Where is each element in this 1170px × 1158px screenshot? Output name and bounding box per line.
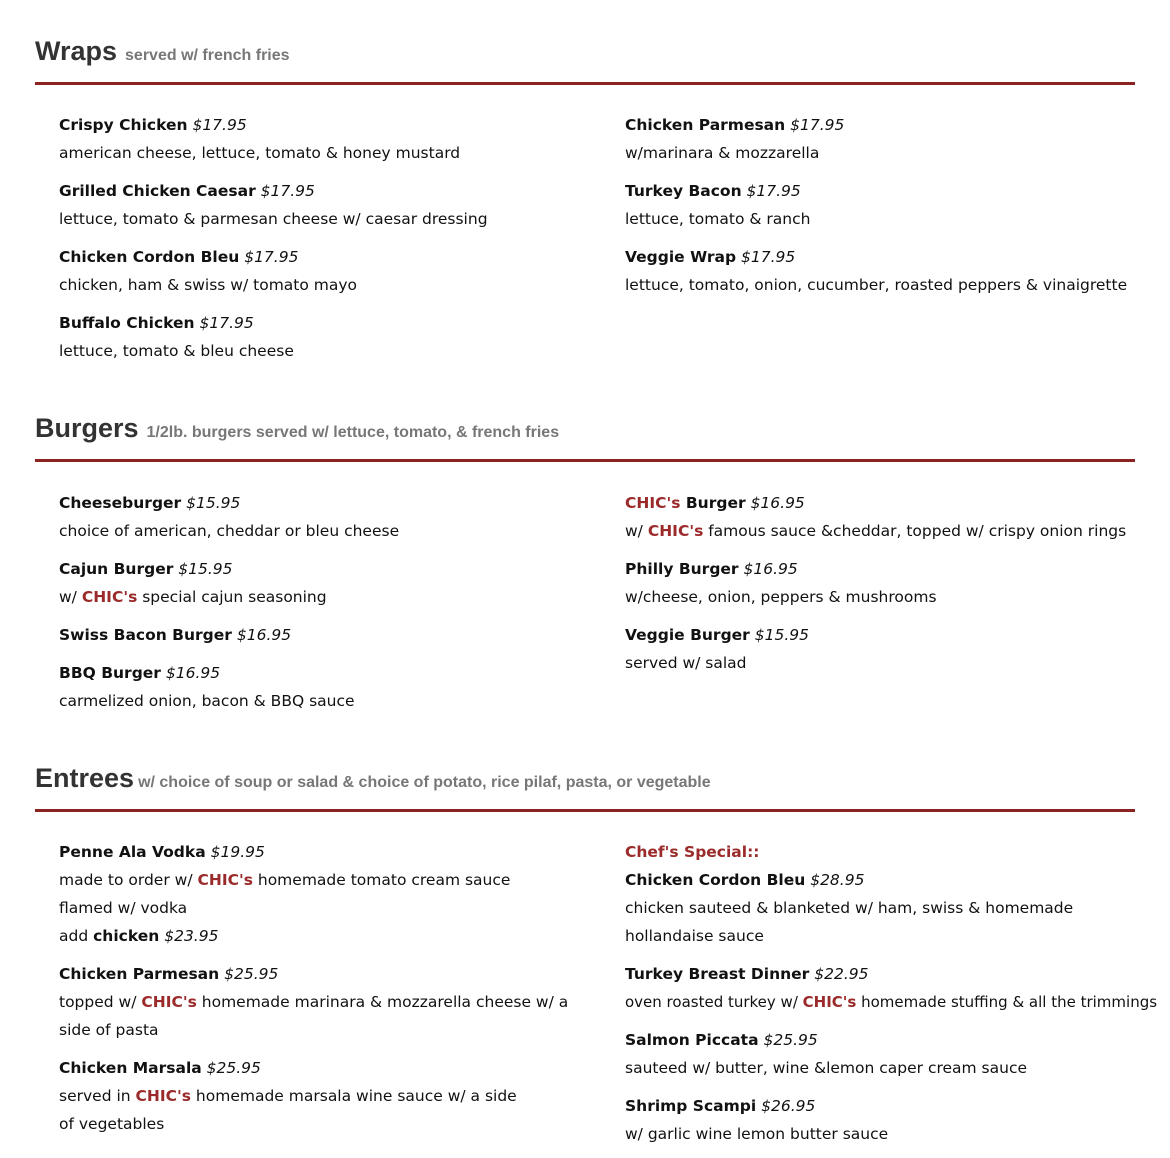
menu-item	[59, 177, 625, 233]
item-price: $16.95	[743, 560, 798, 578]
entrees-header	[35, 763, 1135, 794]
description-text: homemade tomato cream sauce flamed w/ vodka	[59, 871, 511, 917]
description-text: oven roasted turkey w/	[625, 993, 803, 1011]
item-name: Swiss Bacon Burger	[59, 626, 232, 644]
brand-name: CHIC's	[625, 494, 681, 512]
item-price: $16.95	[165, 664, 221, 682]
item-name: Salmon Piccata	[625, 1031, 759, 1049]
entrees-left-column	[59, 838, 625, 1158]
menu-item	[59, 1054, 625, 1138]
menu-item	[59, 243, 625, 299]
item-price: $16.95	[236, 626, 292, 644]
item-name: Grilled Chicken Caesar	[59, 182, 256, 200]
item-description: sauteed w/ butter, wine &lemon caper cream sauce	[625, 1059, 1028, 1077]
burgers-header	[35, 413, 1135, 444]
item-price: $16.95	[750, 494, 805, 512]
menu-item	[59, 489, 625, 545]
description-text: special cajun seasoning	[137, 588, 327, 606]
entrees-divider	[35, 809, 1135, 812]
item-description: chicken sauteed & blanketed w/ ham, swiss & homemade hollandaise sauce	[625, 899, 1074, 945]
item-name: Shrimp Scampi	[625, 1097, 757, 1115]
item-description	[625, 988, 1158, 1016]
burgers-subtitle: 1/2lb. burgers served w/ lettuce, tomato, & french fries	[146, 424, 560, 441]
item-description: american cheese, lettuce, tomato & honey mustard	[59, 144, 461, 162]
item-price: $22.95	[814, 965, 869, 983]
description-text: w/	[625, 522, 648, 540]
wraps-header	[35, 36, 1135, 67]
menu-item	[59, 659, 625, 715]
description-text: homemade stuffing & all the trimmings	[856, 993, 1158, 1011]
entrees-subtitle: w/ choice of soup or salad & choice of potato, rice pilaf, pasta, or vegetable	[138, 774, 711, 791]
item-name: Crispy Chicken	[59, 116, 188, 134]
item-price: $15.95	[754, 626, 810, 644]
wraps-left-column	[59, 111, 625, 375]
item-description	[625, 517, 1135, 545]
item-price: $25.95	[224, 965, 279, 983]
item-name: Chicken Marsala	[59, 1059, 202, 1077]
item-price: $17.95	[199, 314, 254, 332]
item-description: lettuce, tomato, onion, cucumber, roasted peppers & vinaigrette	[625, 276, 1128, 294]
item-description	[59, 866, 569, 922]
item-price: $17.95	[741, 248, 796, 266]
item-description: w/ garlic wine lemon butter sauce	[625, 1125, 889, 1143]
brand-name: CHIC's	[647, 522, 704, 540]
item-price: $17.95	[790, 116, 845, 134]
brand-name: CHIC's	[197, 871, 253, 889]
menu-item	[625, 243, 1135, 299]
item-price: $26.95	[761, 1097, 816, 1115]
description-text: served in	[59, 1087, 136, 1105]
entrees-section	[35, 763, 1135, 812]
description-text: made to order w/	[59, 871, 198, 889]
menu-item	[59, 960, 625, 1044]
brand-name: CHIC's	[81, 588, 138, 606]
menu-item	[59, 111, 625, 167]
item-name: Veggie Wrap	[625, 248, 737, 266]
item-name: Cheeseburger	[59, 494, 182, 512]
wraps-section	[35, 36, 1135, 85]
item-name: Chicken Cordon Bleu	[59, 248, 240, 266]
menu-item	[625, 838, 1135, 950]
description-text: w/	[59, 588, 82, 606]
item-description: lettuce, tomato & ranch	[625, 210, 811, 228]
wraps-right-column	[625, 111, 1135, 375]
item-name: Penne Ala Vodka	[59, 843, 206, 861]
brand-name: CHIC's	[135, 1087, 191, 1105]
item-name: Cajun Burger	[59, 560, 174, 578]
item-description: lettuce, tomato & bleu cheese	[59, 342, 294, 360]
addon-name: chicken	[93, 927, 160, 945]
item-description: carmelized onion, bacon & BBQ sauce	[59, 692, 355, 710]
item-description: w/cheese, onion, peppers & mushrooms	[625, 588, 937, 606]
menu-item	[625, 1026, 1135, 1082]
entrees-title: Entrees	[35, 763, 135, 793]
item-price: $15.95	[178, 560, 233, 578]
description-text: homemade marsala wine sauce w/ a side of vegetables	[59, 1087, 517, 1133]
item-price: $17.95	[192, 116, 247, 134]
burgers-left-column	[59, 489, 625, 725]
burgers-right-column	[625, 489, 1135, 725]
menu-item	[59, 621, 625, 649]
item-name: Philly Burger	[625, 560, 739, 578]
item-price: $15.95	[186, 494, 241, 512]
item-price: $25.95	[763, 1031, 818, 1049]
item-price: $17.95	[244, 248, 299, 266]
item-price: $25.95	[206, 1059, 261, 1077]
wraps-title: Wraps	[35, 36, 118, 66]
brand-name: CHIC's	[802, 993, 857, 1011]
menu-item	[59, 309, 625, 365]
item-name: Chicken Cordon Bleu	[625, 871, 806, 889]
item-price: $17.95	[746, 182, 801, 200]
item-name: Chicken Parmesan	[59, 965, 220, 983]
brand-name: CHIC's	[141, 993, 197, 1011]
wraps-divider	[35, 82, 1135, 85]
item-description	[59, 1082, 529, 1138]
menu-item	[625, 177, 1135, 233]
burgers-title: Burgers	[35, 413, 139, 443]
menu-item	[625, 1092, 1135, 1148]
entrees-items	[59, 838, 1159, 1158]
addon-price: $23.95	[164, 927, 219, 945]
item-description	[59, 988, 579, 1044]
menu-item	[625, 111, 1135, 167]
menu-item	[625, 555, 1135, 611]
entrees-right-column	[625, 838, 1158, 1158]
chefs-special-label: Chef's Special::	[625, 843, 760, 861]
item-name: Turkey Breast Dinner	[625, 965, 810, 983]
description-text: famous sauce &cheddar, topped w/ crispy onion rings	[703, 522, 1127, 540]
menu-item	[625, 621, 1135, 677]
item-description: choice of american, cheddar or bleu cheese	[59, 522, 400, 540]
description-text: homemade marinara & mozzarella cheese w/ a side of pasta	[59, 993, 569, 1039]
item-name: BBQ Burger	[59, 664, 161, 682]
wraps-subtitle: served w/ french fries	[125, 47, 290, 64]
item-price: $28.95	[810, 871, 865, 889]
burgers-items	[59, 489, 1159, 725]
burgers-section	[35, 413, 1135, 462]
wraps-items	[59, 111, 1159, 375]
item-price: $17.95	[260, 182, 315, 200]
item-name: Veggie Burger	[625, 626, 750, 644]
item-name: Chicken Parmesan	[625, 116, 786, 134]
item-name: Buffalo Chicken	[59, 314, 195, 332]
burgers-divider	[35, 459, 1135, 462]
item-description: lettuce, tomato & parmesan cheese w/ caesar dressing	[59, 210, 488, 228]
item-price: $19.95	[210, 843, 265, 861]
item-description: chicken, ham & swiss w/ tomato mayo	[59, 276, 358, 294]
menu-item	[59, 838, 625, 950]
item-name: Turkey Bacon	[625, 182, 742, 200]
menu-item	[625, 489, 1135, 545]
menu-item	[625, 960, 1158, 1016]
item-description	[59, 583, 625, 611]
addon-text: add	[59, 927, 94, 945]
item-addon	[59, 922, 625, 950]
menu-item	[59, 555, 625, 611]
item-description: served w/ salad	[625, 654, 747, 672]
item-description: w/marinara & mozzarella	[625, 144, 820, 162]
item-name: Burger	[680, 494, 746, 512]
description-text: topped w/	[59, 993, 142, 1011]
